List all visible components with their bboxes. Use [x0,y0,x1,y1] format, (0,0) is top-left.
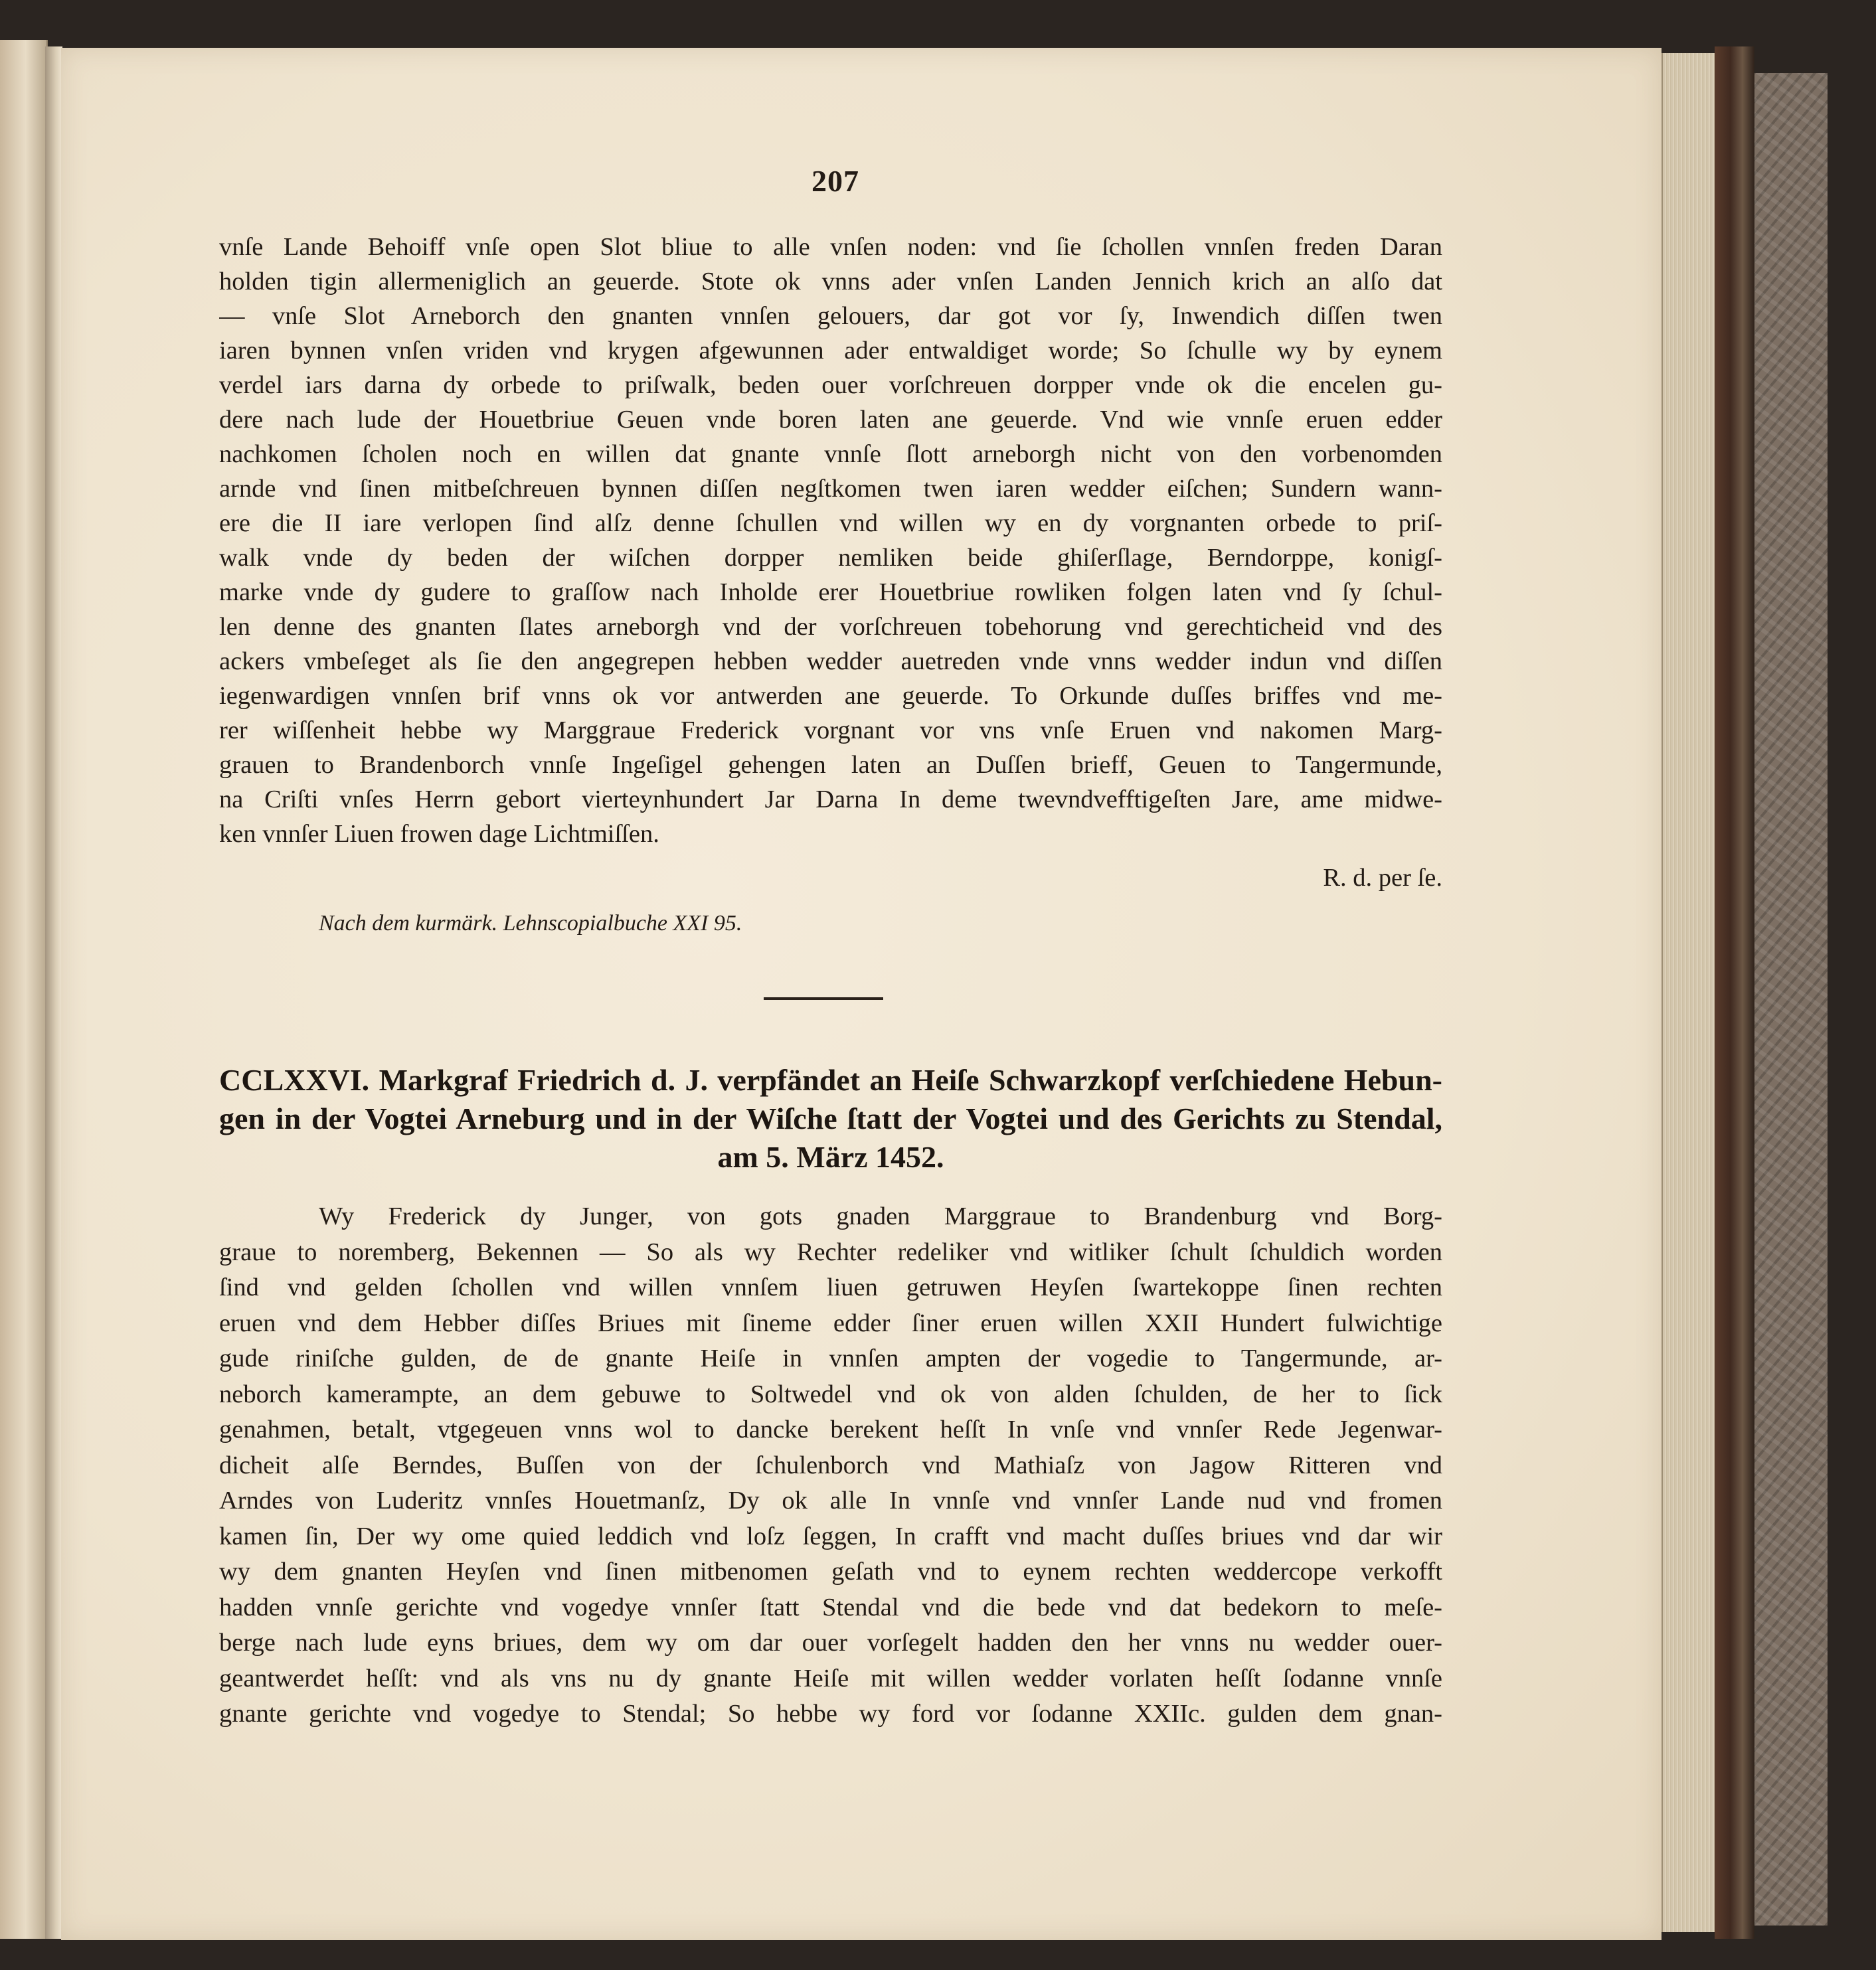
text-line: gude riniſche gulden, de de gnante Heiſe in vnnſen ampten der vogedie to Tangermunde, ar- [219,1345,1442,1372]
text-line: ere die II iare verlopen ſind alſz denne ſchullen vnd willen wy en dy vorgnanten orbede to priſ- [219,509,1442,537]
page-number: 207 [811,164,859,198]
text-line: gnante gerichte vnd vogedye to Stendal; So hebbe wy ford vor ſodanne XXIIc. gulden dem gnan- [219,1700,1442,1728]
text-line: vnſe Lande Behoiff vnſe open Slot bliue to alle vnſen noden: vnd ſie ſchollen vnnſen freden Daran [219,233,1442,261]
text-line: marke vnde dy gudere to graſſow nach Inholde erer Houetbriue rowliken folgen laten vnd ſy ſchul- [219,578,1442,606]
text-line: berge nach lude eyns briues, dem wy om dar ouer vorſegelt hadden den her vnns nu wedder ouer- [219,1629,1442,1657]
text-line: iegenwardigen vnnſen brif vnns ok vor antwerden ane geuerde. To Orkunde duſſes briffes vnd me- [219,682,1442,710]
text-line: verdel iars darna dy orbede to priſwalk, beden ouer vorſchreuen dorpper vnde ok die encelen gu- [219,371,1442,399]
text-line: — vnſe Slot Arneborch den gnanten vnnſen gelouers, dar got vor ſy, Inwendich diſſen twen [219,302,1442,330]
text-line: arnde vnd ſinen mitbeſchreuen bynnen diſſen negſtkomen twen iaren wedder eiſchen; Sundern wann- [219,475,1442,503]
text-line: ken vnnſer Liuen frowen dage Lichtmiſſen. [219,820,659,848]
text-line: graue to noremberg, Bekennen — So als wy Rechter redeliker vnd witliker ſchult ſchuldich worden [219,1238,1442,1266]
text-line: ſind vnd gelden ſchollen vnd willen vnnſem liuen getruwen Heyſen ſwartekoppe ſinen rechten [219,1273,1442,1301]
text-line: na Criſti vnſes Herrn gebort vierteynhundert Jar Darna In deme twevndvefftigeſten Jare, ame midwe- [219,785,1442,813]
heading-line: CCLXXVI. Markgraf Friedrich d. J. verpfändet an Heiſe Schwarzkopf verſchiedene Hebun- [219,1063,1442,1097]
text-line: len denne des gnanten ſlates arneborgh vnd der vorſchreuen tobehorung vnd gerechticheid vnd des [219,613,1442,641]
paragraph-continuation [219,230,1442,851]
text-line: hadden vnnſe gerichte vnd vogedye vnnſer ſtatt Stendal vnd die bede vnd dat bedekorn to meſe- [219,1593,1442,1621]
text-line: rer wiſſenheit hebbe wy Marggraue Frederick vorgnant vor vns vnſe Eruen vnd nakomen Marg- [219,716,1442,744]
document-heading [219,1061,1442,1177]
text-line: holden tigin allermeniglich an geuerde. Stote ok vnns ader vnſen Landen Jennich krich an alſo dat [219,268,1442,295]
text-line: wy dem gnanten Heyſen vnd ſinen mitbenomen geſath vnd to eynem rechten weddercope verkofft [219,1558,1442,1586]
book-gutter [45,46,62,1939]
marbled-cover-board [1754,73,1828,1926]
text-line: dere nach lude der Houetbriue Geuen vnde boren laten ane geuerde. Vnd wie vnnſe eruen edder [219,406,1442,434]
left-page-edge [0,40,48,1939]
text-line: ackers vmbeſeget als ſie den angegrepen hebben wedder auetreden vnde vnns wedder indun vnd diſſen [219,647,1442,675]
cover-spine-edge [1715,46,1754,1939]
text-line: grauen to Brandenborch vnnſe Ingeſigel gehengen laten an Duſſen brieff, Geuen to Tangermunde, [219,751,1442,779]
source-note: Nach dem kurmärk. Lehnscopialbuche XXI 95. [319,911,742,936]
text-line: neborch kamerampte, an dem gebuwe to Soltwedel vnd ok von alden ſchulden, de her to ſick [219,1380,1442,1408]
text-line: nachkomen ſcholen noch en willen dat gnante vnnſe ſlott arneborgh nicht von den vorbenomden [219,440,1442,468]
section-divider [764,997,883,1000]
text-line: eruen vnd dem Hebber diſſes Briues mit ſineme edder ſiner eruen willen XXII Hundert fulwichtige [219,1309,1442,1337]
document-signature: R. d. per ſe. [1323,864,1442,892]
text-line: Arndes von Luderitz vnnſes Houetmanſz, Dy ok alle In vnnſe vnd vnnſer Lande nud vnd fromen [219,1487,1442,1515]
page-block-edges [1662,53,1716,1932]
text-line: iaren bynnen vnſen vriden vnd krygen afgewunnen ader entwaldiget worde; So ſchulle wy by eynem [219,337,1442,365]
text-line: walk vnde dy beden der wiſchen dorpper nemliken beide ghiſerſlage, Berndorppe, konigſ- [219,544,1442,572]
text-line: dicheit alſe Berndes, Buſſen von der ſchulenborch vnd Mathiaſz von Jagow Ritteren vnd [219,1451,1442,1479]
heading-line: am 5. März 1452. [717,1140,944,1174]
text-line: geantwerdet heſſt: vnd als vns nu dy gnante Heiſe mit willen wedder vorlaten heſſt ſodanne vnnſe [219,1664,1442,1692]
text-line: Wy Frederick dy Junger, von gots gnaden Marggraue to Brandenburg vnd Borg- [319,1202,1442,1230]
heading-line: gen in der Vogtei Arneburg und in der Wiſche ſtatt der Vogtei und des Gerichts zu Stendal, [219,1102,1442,1135]
text-line: kamen ſin, Der wy ome quied leddich vnd loſz ſeggen, In crafft vnd macht duſſes briues vnd dar wir [219,1522,1442,1550]
document-body [219,1199,1442,1732]
text-line: genahmen, betalt, vtgegeuen vnns wol to dancke berekent heſſt In vnſe vnd vnnſer Rede Jegenwar- [219,1416,1442,1443]
